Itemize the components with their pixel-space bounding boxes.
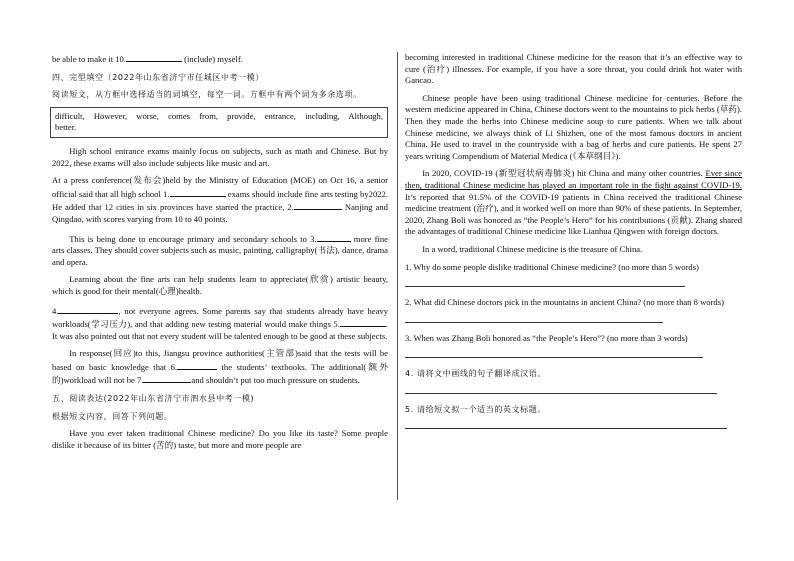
section5-instructions: 根据短文内容，回答下列问题。 xyxy=(52,411,173,421)
section4-title: 四、完型填空（2022年山东省济宁市任城区中考一模） xyxy=(52,72,264,82)
reading-paragraph-1-cont: becoming interested in traditional Chinese medicine for the reason that it’s an effective way to cure (治疗) illnesses. For example, if you have a sore throat, you could drink hot water with Gancao. xyxy=(405,52,742,86)
reading-paragraph-2: Chinese people have been using traditional Chinese medicine for centuries. Before the western medicine appeared in China, Chinese doctors went to the mountains to pick herbs (草药). Then they made the herbs into Chinese medicine soup to cure patients. When we talk about Chinese medicine, we always think of Li Shizhen, one of the most famous doctors in ancient China. He used to travel in the countryside with a bag of herbs and cure patients. He spent 27 years writing Compendium of Material Medica (《本草纲目》). xyxy=(405,92,742,161)
cloze-paragraph-4: Learning about the fine arts can help students learn to appreciate(欣赏) artistic beauty, which is good for their mental(心理)health. xyxy=(52,274,388,296)
answer-line-2[interactable] xyxy=(405,321,663,323)
reading-paragraph-4: In a word, traditional Chinese medicine is the treasure of China. xyxy=(422,243,643,254)
question-5: 5. 请给短文拟一个适当的英文标题。 xyxy=(405,404,546,414)
blank-7[interactable] xyxy=(143,373,191,383)
question-1: 1. Why do some people dislike traditional Chinese medicine? (no more than 5 words) xyxy=(405,261,699,272)
blank-3[interactable] xyxy=(317,232,351,242)
blank-4[interactable] xyxy=(58,304,118,314)
section5-title: 五、阅读表达(2022年山东省济宁市泗水县中考一模) xyxy=(52,394,255,404)
column-divider xyxy=(397,52,398,500)
cloze-paragraph-2: At a press conference(发布会)held by the Ministry of Education (MOE) on Oct 16, a senior official said that all high school 1. exams should include fine arts testing by2022. He added that 12 cities in six provinces have started the practice, 2. Nanjing and Qingdao, with scores varying from 10 to 40 points. xyxy=(52,175,388,224)
question-4: 4. 请将文中画线的句子翻译成汉语。 xyxy=(405,369,546,379)
left-column xyxy=(52,52,388,457)
answer-line-3[interactable] xyxy=(405,356,703,358)
section4-instructions: 阅读短文，从方框中选择适当的词填空，每空一词。方框中有两个词为多余选项。 xyxy=(52,90,362,100)
cloze-paragraph-1: High school entrance exams mainly focus on subjects, such as math and Chinese. But by 2022, these exams will also include subjects like music and art. xyxy=(52,145,388,168)
cloze-paragraph-5: 4. , not everyone agrees. Some parents say that students already have heavy workloads(学习压力), and that adding new testing material would make things 5. . It was also pointed out that not every student will be talented enough to be good at these subjects. xyxy=(52,305,388,341)
cloze-paragraph-3: This is being done to encourage primary and secondary schools to 3. more fine arts classes. They should cover subjects such as music, painting, calligraphy(书法), dance, drama and opera. xyxy=(52,233,388,267)
question-2: 2. What did Chinese doctors pick in the mountains in ancient China? (no more than 8 words) xyxy=(405,297,724,308)
blank-2[interactable] xyxy=(294,200,342,210)
blank-5[interactable] xyxy=(340,317,386,327)
reading-paragraph-1: Have you ever taken traditional Chinese medicine? Do you like its taste? Some people dislike it because of its bitter (苦的) taste, but more and more people are xyxy=(52,428,388,450)
answer-line-5[interactable] xyxy=(405,427,727,429)
answer-line-1[interactable] xyxy=(405,285,685,287)
answer-line-4[interactable] xyxy=(405,392,717,394)
reading-paragraph-3: In 2020, COVID-19 (新型冠状病毒肺炎) hit China and many other countries. Ever since then, traditional Chinese medicine has played an important role in the fight against COVID-19. It’s reported that 91.5% of the COVID-19 patients in China received the traditional Chinese medicine treatment (治疗), and it worked well on more than 90% of these patients. In September, 2020, Zhang Boli was honored as “the People’s Hero” for his contributions (贡献). Zhang shared the advantages of traditional Chinese medicine like Lianhua Qingwen with foreign doctors. xyxy=(405,168,742,237)
underlined-sentence: Ever since then, traditional Chinese medicine has played an important role in the fight against COVID-19. xyxy=(405,168,742,190)
blank-6[interactable] xyxy=(177,360,217,370)
word-bank-box: difficult, However, worse, comes from, provide, entrance, including, Although, better. xyxy=(50,107,388,138)
blank-1[interactable] xyxy=(170,187,226,197)
question-3: 3. When was Zhang Boli honored as “the People’s Hero”? (no more than 3 words) xyxy=(405,332,688,343)
cloze-paragraph-6: In response(回应)to this, Jiangsu province authorities(主管部)said that the tests will be based on basic knowledge that 6. the students’ textbooks. The additional(额外的)workload will not be 7. and shouldn’t put too much pressure on students. xyxy=(52,348,388,386)
blank-10[interactable] xyxy=(126,52,182,62)
right-column xyxy=(405,52,742,439)
continued-line: be able to make it 10. (include) myself. xyxy=(52,54,243,64)
